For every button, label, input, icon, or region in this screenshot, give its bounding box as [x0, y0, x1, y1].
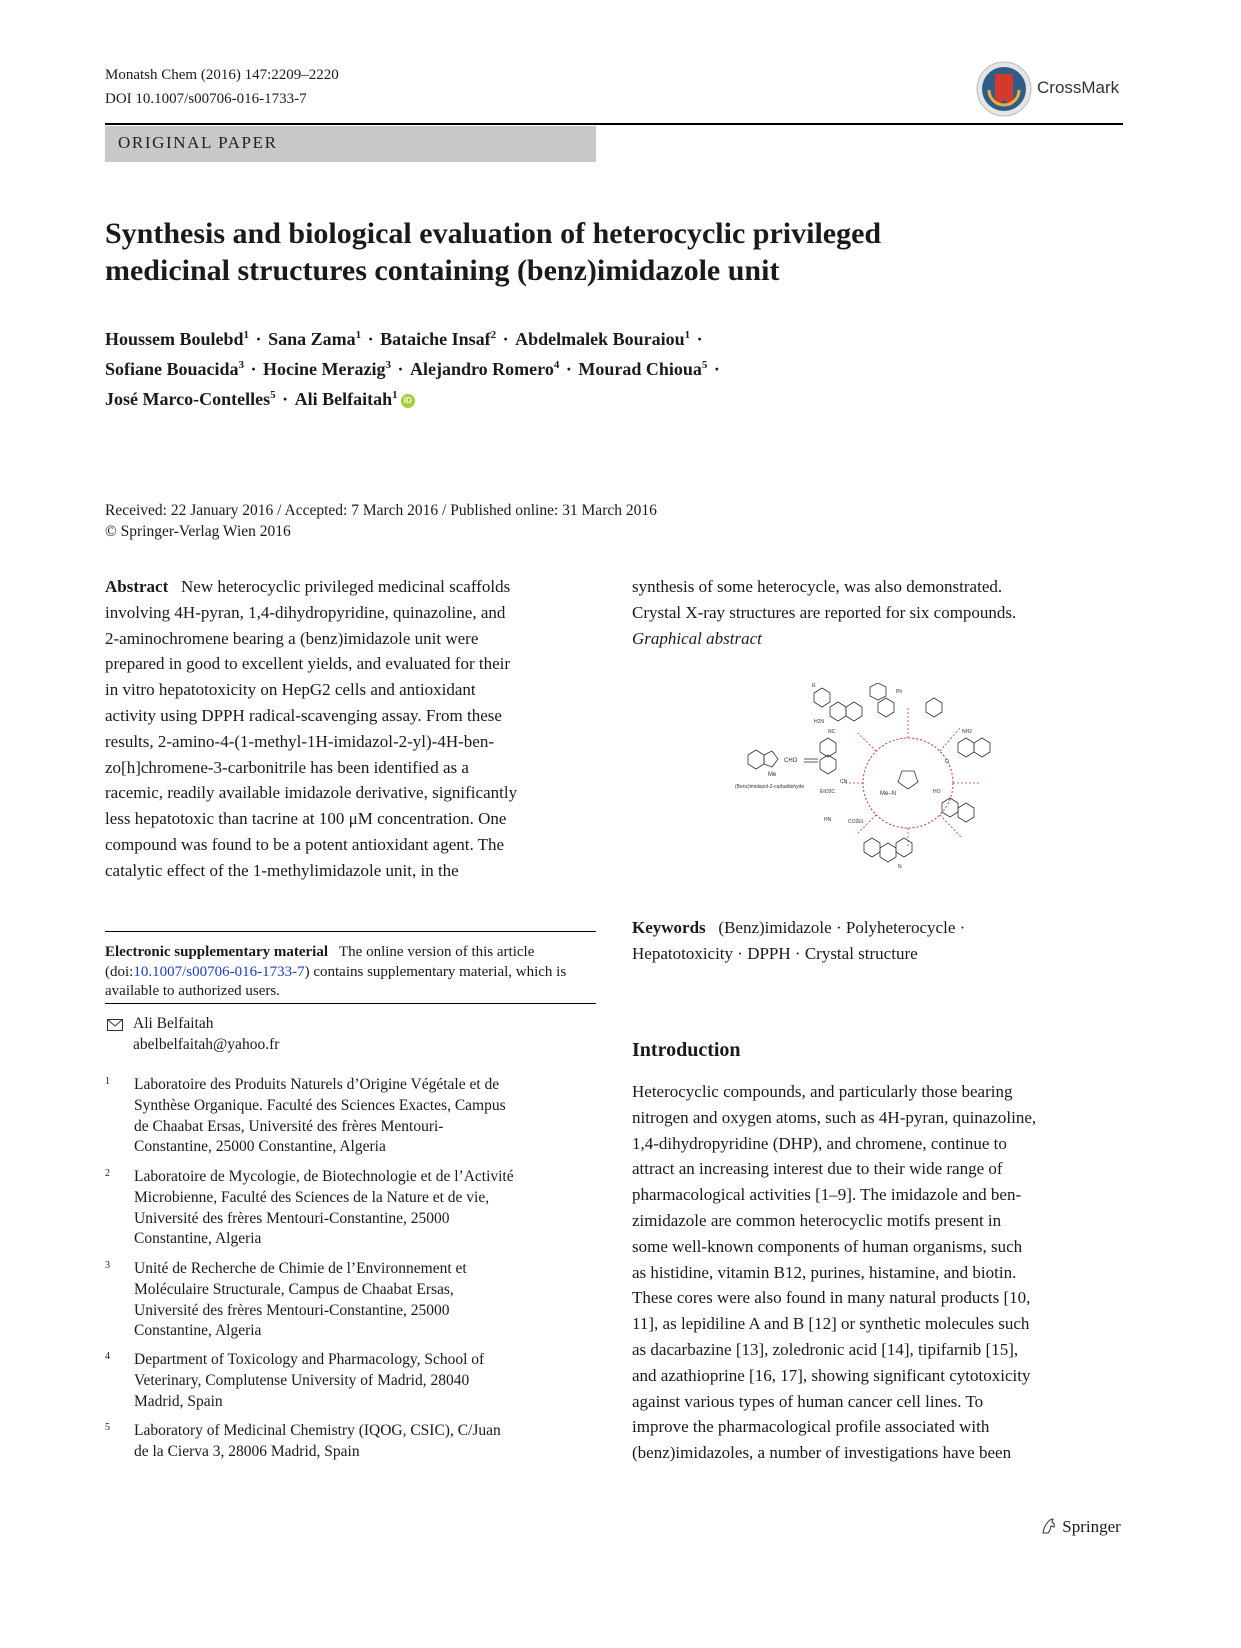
mail-icon [107, 1018, 123, 1036]
author[interactable]: José Marco-Contelles$^5$ [105, 389, 276, 409]
peripheral-labels [812, 683, 972, 870]
svg-text:Ph: Ph [896, 689, 903, 695]
svg-text:HO: HO [933, 789, 941, 795]
correspondence-name: Ali Belfaitah [133, 1015, 214, 1032]
publication-dates [105, 500, 657, 542]
svg-text:CO2Et: CO2Et [848, 819, 864, 825]
author[interactable]: Sofiane Bouacida$^3$ [105, 359, 245, 379]
section-label: ORIGINAL PAPER [118, 133, 278, 152]
abstract-line: New heterocyclic privileged medicinal scaffolds [181, 577, 511, 596]
abstract-line: catalytic effect of the 1-methylimidazole unit, in the [105, 860, 459, 880]
radial-links [842, 708, 980, 848]
abstract-line: compound was found to be a potent antioxidant agent. The [105, 834, 505, 854]
author[interactable]: Abdelmalek Bouraiou$^1$ [515, 329, 691, 349]
header-rule [105, 123, 1123, 125]
affiliation-2: 2 Laboratoire de Mycologie, de Biotechnologie et de l’Activité Microbienne, Faculté des Sciences de la Nature et de vie, Université des frères Mentouri-Constantine, 25000 Constantine, Algeria [105, 1168, 514, 1248]
methyl-n-label: Me–N [880, 791, 897, 797]
abstract-line: synthesis of some heterocycle, was also demonstrated. [632, 577, 1003, 596]
abstract-line: results, 2-amino-4-(1-methyl-1H-imidazol-2-yl)-4H-ben- [105, 731, 494, 751]
left-compound-label: (Benz)imidazol-2-carbaldehyde [735, 784, 805, 790]
author-list: Houssem Boulebd$^1$ · Sana Zama$^1$ · Bataiche Insaf$^2$ · Abdelmalek Bouraiou$^1$ · Sofiane Bouacida$^3$ · Hocine Merazig$^3$ · Alejandro Romero$^4$ · Mourad Chioua$^5$ · José Marco-Contelles$^5$ · Ali Belfaitah$^1$ iD [105, 329, 720, 409]
center-dashed-circle [863, 738, 953, 828]
svg-text:NH2: NH2 [962, 729, 973, 735]
author[interactable]: Mourad Chioua$^5$ [578, 359, 708, 379]
svg-text:CN: CN [840, 779, 848, 785]
peripheral-structures [814, 683, 990, 862]
imidazole-core [898, 771, 918, 789]
abstract-heading: Abstract [105, 577, 169, 596]
abstract-line: activity using DPPH radical-scavenging assay. From these [105, 705, 502, 725]
benzimidazole-structure [748, 750, 778, 769]
affiliation-4: 4 Department of Toxicology and Pharmacology, School of Veterinary, Complutense University of Madrid, 28040 Madrid, Spain [105, 1351, 485, 1410]
esm-heading: Electronic supplementary material [105, 944, 329, 960]
graphical-abstract-figure [730, 683, 1030, 883]
svg-text:N: N [898, 864, 902, 870]
esm-doi-link[interactable]: 10.1007/s00706-016-1733-7 [133, 963, 305, 980]
abstract-line: prepared in good to excellent yields, and evaluated for their [105, 654, 511, 674]
author[interactable]: Bataiche Insaf$^2$ [380, 329, 497, 349]
svg-text:H2N: H2N [814, 719, 825, 725]
abstract-line: involving 4H-pyran, 1,4-dihydropyridine, quinazoline, and [105, 602, 506, 622]
abstract-right [632, 574, 1123, 651]
abstract-line: less hepatotoxic than tacrine at 100 μM concentration. One [105, 809, 507, 829]
author[interactable]: Hocine Merazig$^3$ [263, 359, 391, 379]
dates-line: Received: 22 January 2016 / Accepted: 7 March 2016 / Published online: 31 March 2016 [105, 502, 657, 519]
keywords-heading: Keywords [632, 918, 706, 937]
affiliation-3: 3 Unité de Recherche de Chimie de l’Environnement et Moléculaire Structurale, Campus de Chaabat Ersas, Université des frères Mentouri-Constantine, 25000 Constantine, Algeria [105, 1260, 467, 1340]
correspondence-email[interactable]: abelbelfaitah@yahoo.fr [133, 1035, 280, 1053]
introduction-heading: Introduction [632, 1039, 741, 1061]
author[interactable]: Sana Zama$^1$ [268, 329, 362, 349]
abstract-line: in vitro hepatotoxicity on HepG2 cells and antioxidant [105, 680, 476, 700]
keywords-line: Hepatotoxicity · DPPH · Crystal structure [632, 943, 918, 963]
crossmark-badge[interactable] [975, 60, 1120, 127]
abstract-line: 2-aminochromene bearing a (benz)imidazole unit were [105, 628, 479, 648]
author[interactable]: Alejandro Romero$^4$ [410, 359, 560, 379]
springer-horse-icon [1040, 1517, 1058, 1535]
doi-line: DOI 10.1007/s00706-016-1733-7 [105, 91, 307, 107]
esm-rule-bottom [105, 1003, 596, 1004]
svg-text:O: O [945, 759, 949, 765]
abstract-left [105, 574, 596, 884]
abstract-line: Crystal X-ray structures are reported for six compounds. [632, 602, 1017, 622]
affiliation-1: 1 Laboratoire des Produits Naturels d’Origine Végétale et de Synthèse Organique. Faculté des Sciences Exactes, Campus de Chaabat Ersas, Université des frères Mentouri- Constantine, 25000 Constantine, Algeria [105, 1076, 506, 1156]
abstract-line: zo[h]chromene-3-carbonitrile has been identified as a [105, 757, 469, 777]
crossmark-label: CrossMark [1037, 78, 1120, 97]
springer-logo [1040, 1517, 1121, 1537]
keywords [632, 915, 1123, 967]
orcid-icon[interactable]: iD [401, 394, 415, 408]
esm-note: Electronic supplementary material The online version of this article (doi:10.1007/s00706-016-1733-7) contains supplementary material, which is available to authorized users. [105, 944, 567, 999]
graphical-abstract-label: Graphical abstract [632, 628, 762, 648]
introduction-body: Heterocyclic compounds, and particularly those bearing nitrogen and oxygen atoms, such as 4H-pyran, quinazoline, 1,4-dihydropyridine (DHP), and chromene, continue to attract an increasing interest due to their wide range of pharmacological activities [1–9]. The imidazole and ben- zimidazole are common heterocyclic motifs present in some well-known components of human organisms, such as histidine, vitamin B12, purines, histamine, and biotin. These cores were also found in many natural products [10, 11], as lepidiline A and B [12] or synthetic molecules such as dacarbazine [13], zoledronic acid [14], tipifarnib [15], and azathioprine [16, 17], showing significant cytotoxicity against various types of human cancer cell lines. To improve the pharmacological profile associated with (benz)imidazoles, a number of investigations have been [632, 1082, 1037, 1463]
svg-text:HN: HN [824, 817, 832, 823]
title-line-2: medicinal structures containing (benz)imidazole unit [105, 254, 780, 287]
springer-label: Springer [1062, 1517, 1121, 1536]
article-title [105, 215, 1085, 289]
me-label: Me [768, 772, 777, 778]
affiliation-5: 5 Laboratory of Medicinal Chemistry (IQOG, CSIC), C/Juan de la Cierva 3, 28006 Madrid, Spain [105, 1422, 501, 1460]
keywords-line: (Benz)imidazole · Polyheterocycle · [718, 918, 966, 937]
esm-rule-top [105, 931, 596, 932]
author[interactable]: Houssem Boulebd$^1$ [105, 329, 250, 349]
abstract-line: racemic, readily available imidazole derivative, significantly [105, 783, 518, 803]
journal-citation: Monatsh Chem (2016) 147:2209–2220 [105, 67, 339, 83]
author[interactable]: Ali Belfaitah$^1$ [294, 389, 398, 409]
correspondence [133, 1014, 279, 1055]
copyright-line: © Springer-Verlag Wien 2016 [105, 523, 291, 540]
svg-text:NC: NC [828, 729, 836, 735]
cho-label: CHO [784, 758, 798, 764]
title-line-1: Synthesis and biological evaluation of heterocyclic privileged [105, 217, 882, 250]
svg-text:R: R [812, 683, 816, 689]
svg-text:EtO2C: EtO2C [820, 789, 836, 795]
